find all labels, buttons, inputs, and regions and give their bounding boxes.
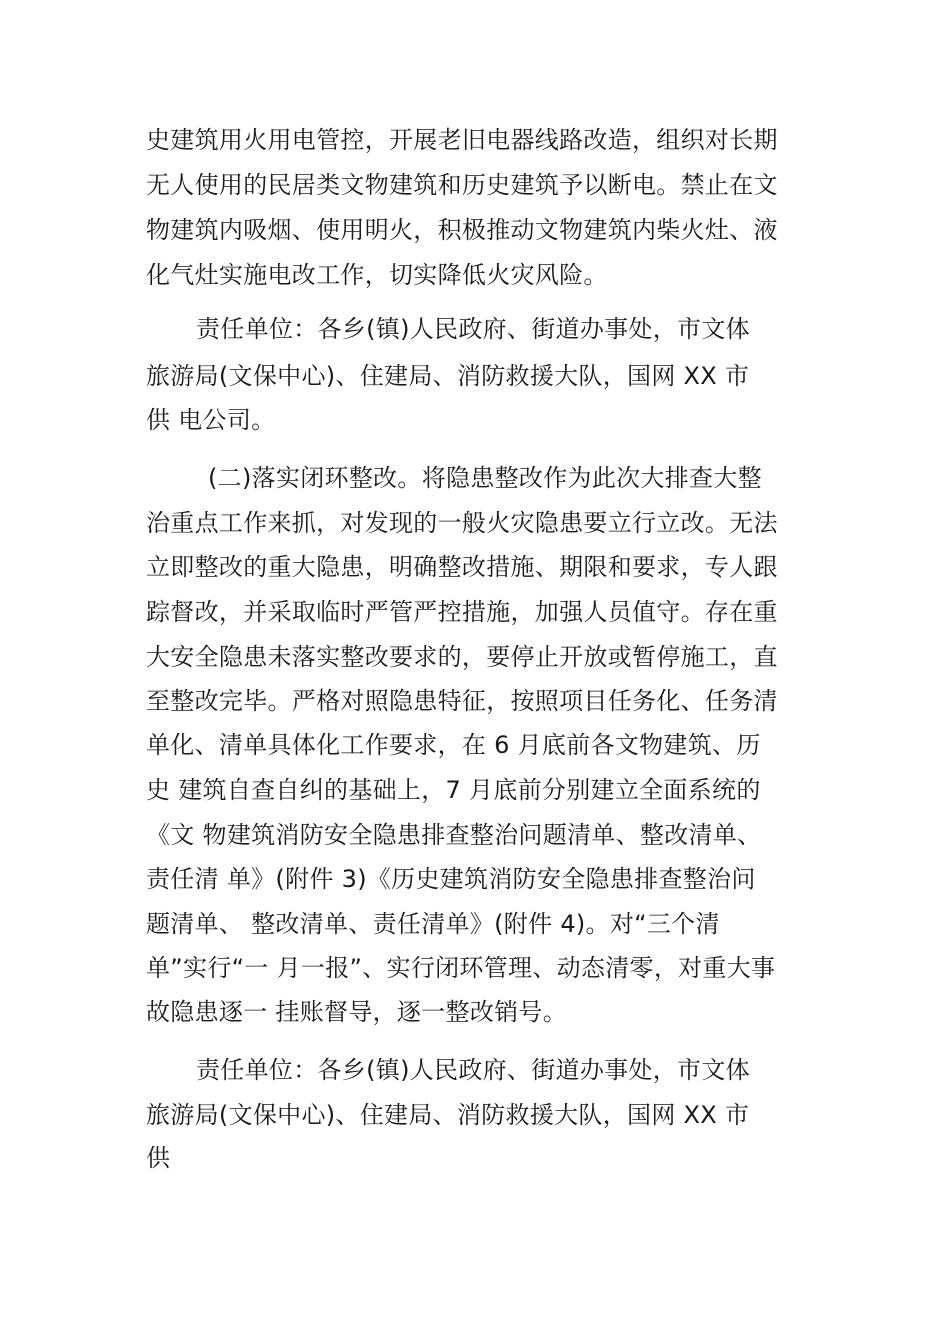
text-line: 责任清 单》(附件 3)《历史建筑消防安全隐患排查整治问 xyxy=(146,865,756,893)
responsibility-line: 责任单位：各乡(镇)人民政府、街道办事处，市文体 xyxy=(196,1056,750,1084)
text-line: 供 电公司。 xyxy=(146,406,276,434)
text-line: 供 xyxy=(146,1144,171,1172)
section-heading-line: (二)落实闭环整改。将隐患整改作为此次大排查大整 xyxy=(208,464,762,492)
text-line: 史建筑用火用电管控，开展老旧电器线路改造，组织对长期 xyxy=(146,126,778,154)
text-line: 故隐患逐一 挂账督导，逐一整改销号。 xyxy=(146,998,568,1026)
text-line: 治重点工作来抓，对发现的一般火灾隐患要立行立改。无法 xyxy=(146,509,778,537)
text-line: 化气灶实施电改工作，切实降低火灾风险。 xyxy=(146,261,608,289)
text-line: 题清单、 整改清单、责任清单》(附件 4)。对“三个清 xyxy=(146,910,720,938)
text-line: 物建筑内吸烟、使用明火，积极推动文物建筑内柴火灶、液 xyxy=(146,216,778,244)
responsibility-line: 责任单位：各乡(镇)人民政府、街道办事处，市文体 xyxy=(196,315,750,343)
text-line: 旅游局(文保中心)、住建局、消防救援大队，国网 XX 市 xyxy=(146,362,750,390)
text-line: 无人使用的民居类文物建筑和历史建筑予以断电。禁止在文 xyxy=(146,171,778,199)
text-line: 《文 物建筑消防安全隐患排查整治问题清单、整改清单、 xyxy=(146,821,762,849)
text-line: 踪督改，并采取临时严管严控措施，加强人员值守。存在重 xyxy=(146,598,778,626)
text-line: 单化、清单具体化工作要求，在 6 月底前各文物建筑、历 xyxy=(146,731,761,759)
text-line: 立即整改的重大隐患，明确整改措施、期限和要求，专人跟 xyxy=(146,553,778,581)
text-line: 史 建筑自查自纠的基础上，7 月底前分别建立全面系统的 xyxy=(146,776,761,804)
text-line: 单”实行“一 月一报”、实行闭环管理、动态清零，对重大事 xyxy=(146,954,776,982)
text-line: 至整改完毕。严格对照隐患特征，按照项目任务化、任务清 xyxy=(146,687,778,715)
text-line: 大安全隐患未落实整改要求的，要停止开放或暂停施工，直 xyxy=(146,643,778,671)
text-line: 旅游局(文保中心)、住建局、消防救援大队，国网 XX 市 xyxy=(146,1101,750,1129)
